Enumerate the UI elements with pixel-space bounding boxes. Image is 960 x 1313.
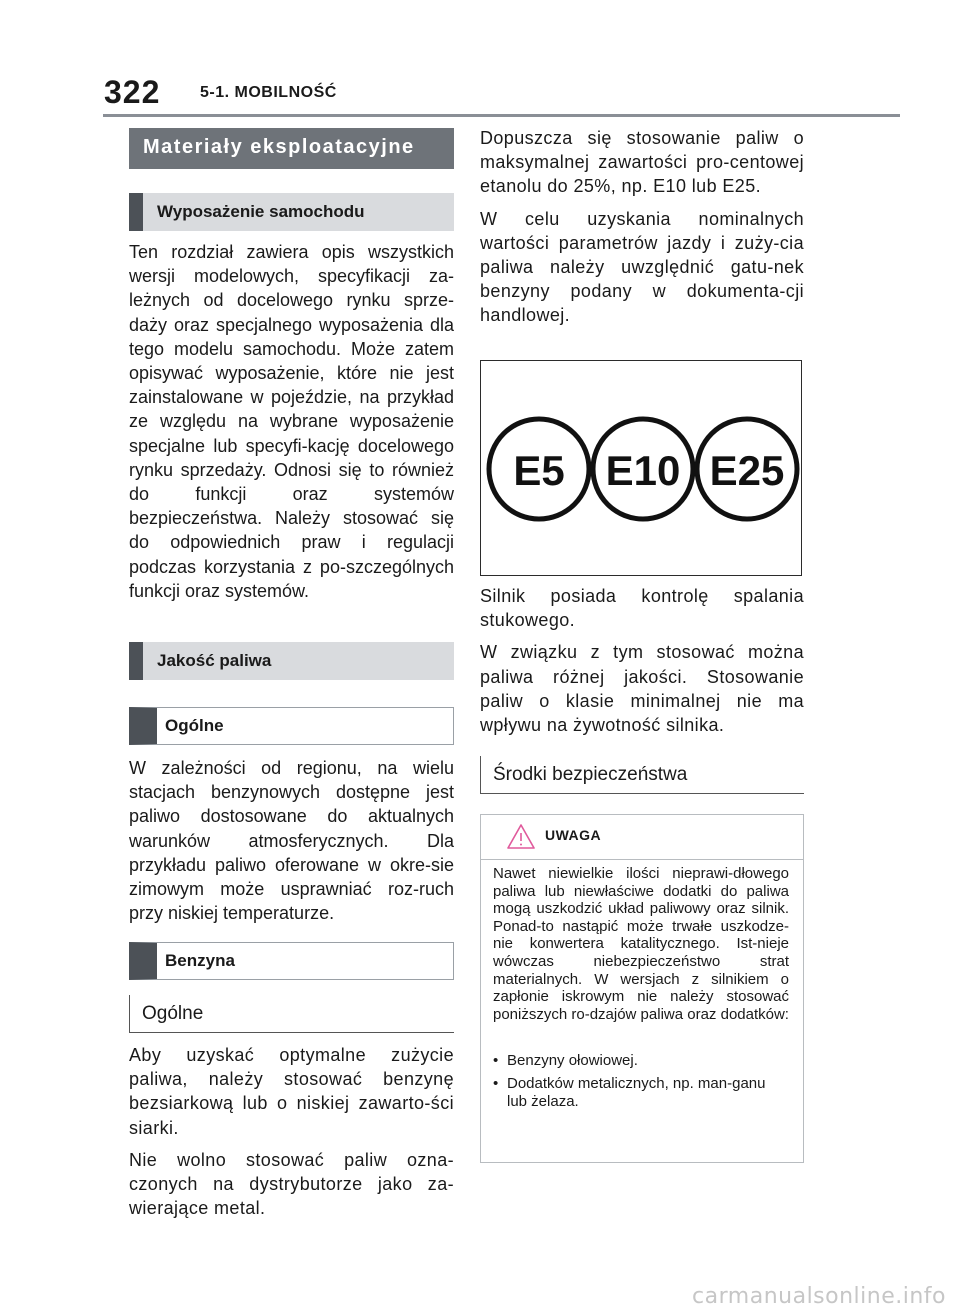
warning-list [493,1052,789,1116]
knock-control-text-block [480,584,804,737]
paragraph: W związku z tym stosować można paliwa różnej jakości. Stosowanie paliw o klasie minimalnej nie ma wpływu na żywotność silnika. [480,642,804,736]
warning-header [481,815,803,860]
paragraph: Ten rozdział zawiera opis wszystkich wersji modelowych, specyfikacji za-leżnych od docelowego rynku sprze-daży oraz specjalnego wyposażenia dla tego modelu samochodu. Może zatem opisywać wyposażenie, które nie jest zainstalowane w pojeździe, na przykład ze względu na wybrane wyposażenie specjalne lub specyfi-kację docelowego rynku sprzedaży. Odnosi się to również do funkcji oraz systemów bezpieczeństwa. Należy stosować się do odpowiednich praw i regulacji podczas korzystania z po-szczególnych funkcji oraz systemów. [129,242,454,601]
fuel-label-e5-text: E5 [513,447,565,494]
paragraph: Silnik posiada kontrolę spalania stukowego. [480,586,804,631]
fuel-label-e25-text: E25 [709,447,785,494]
plain-heading-general: Ogólne [129,995,454,1033]
list-item: • Benzyny ołowiowej. [493,1052,789,1070]
warning-label: UWAGA [545,827,602,843]
fuel-label-e5 [489,419,589,519]
list-item: • Dodatków metalicznych, np. man-ganu lub żelaza. [493,1075,789,1111]
warning-text: Nawet niewielkie ilości nieprawi-dłowego paliwa lub niewłaściwe dodatki do paliwa mogą uszkodzić układ paliwowy oraz silnik. Ponad-to nastąpić może trwałe uszkodze-nie konwertera katalitycznego. Ist-nieje wówczas niebezpieczeństwo strat materialnych. W wersjach z silnikiem o zapłonie iskrowym nie należy stosować poniższych ro-dzajów paliwa oraz dodatków: [493,865,789,1023]
ethanol-text-block [480,126,804,328]
paragraph: Nie wolno stosować paliw ozna-czonych na dystrybutorze jako za-wierające metal. [129,1149,454,1219]
equipment-text-block [129,240,454,603]
general-text-block [129,756,454,925]
section-heading-equipment: Wyposażenie samochodu [129,193,454,231]
chapter-title: 5-1. MOBILNOŚĆ [200,84,337,101]
fuel-labels-illustration [481,361,800,574]
fuel-label-e25 [697,419,797,519]
page-number: 322 [104,74,161,110]
fuel-labels-figure [480,360,802,576]
paragraph: Aby uzyskać optymalne zużycie paliwa, należy stosować benzynę bezsiarkową lub o niskiej zawarto-ści siarki. [129,1045,454,1138]
fuel-label-e10-text: E10 [605,447,681,494]
warning-box [480,814,804,1163]
warning-triangle-icon [506,823,536,850]
page-title: Materiały eksploatacyjne [129,128,454,169]
subheading-petrol: Benzyna [129,942,454,980]
subheading-general: Ogólne [129,707,454,745]
paragraph: W zależności od regionu, na wielu stacjach benzynowych dostępne jest paliwo dostosowane do aktualnych warunków atmosferycznych. Dla przykładu paliwo oferowane w okre-sie zimowym może usprawniać roz-ruch przy niskiej temperaturze. [129,758,454,924]
watermark: carmanualsonline.info [692,1284,946,1309]
plain-heading-safety: Środki bezpieczeństwa [480,756,804,794]
petrol-text-block [129,1043,454,1220]
paragraph: Dopuszcza się stosowanie paliw o maksymalnej zawartości pro-centowej etanolu do 25%, np. E10 lub E25. [480,128,804,197]
fuel-label-e10 [593,419,693,519]
header-divider [103,114,900,117]
paragraph: W celu uzyskania nominalnych wartości parametrów jazdy i zuży-cia paliwa należy uwzględnić gatu-nek benzyny podany w dokumenta-cji handlowej. [480,208,804,326]
section-heading-fuel-quality: Jakość paliwa [129,642,454,680]
